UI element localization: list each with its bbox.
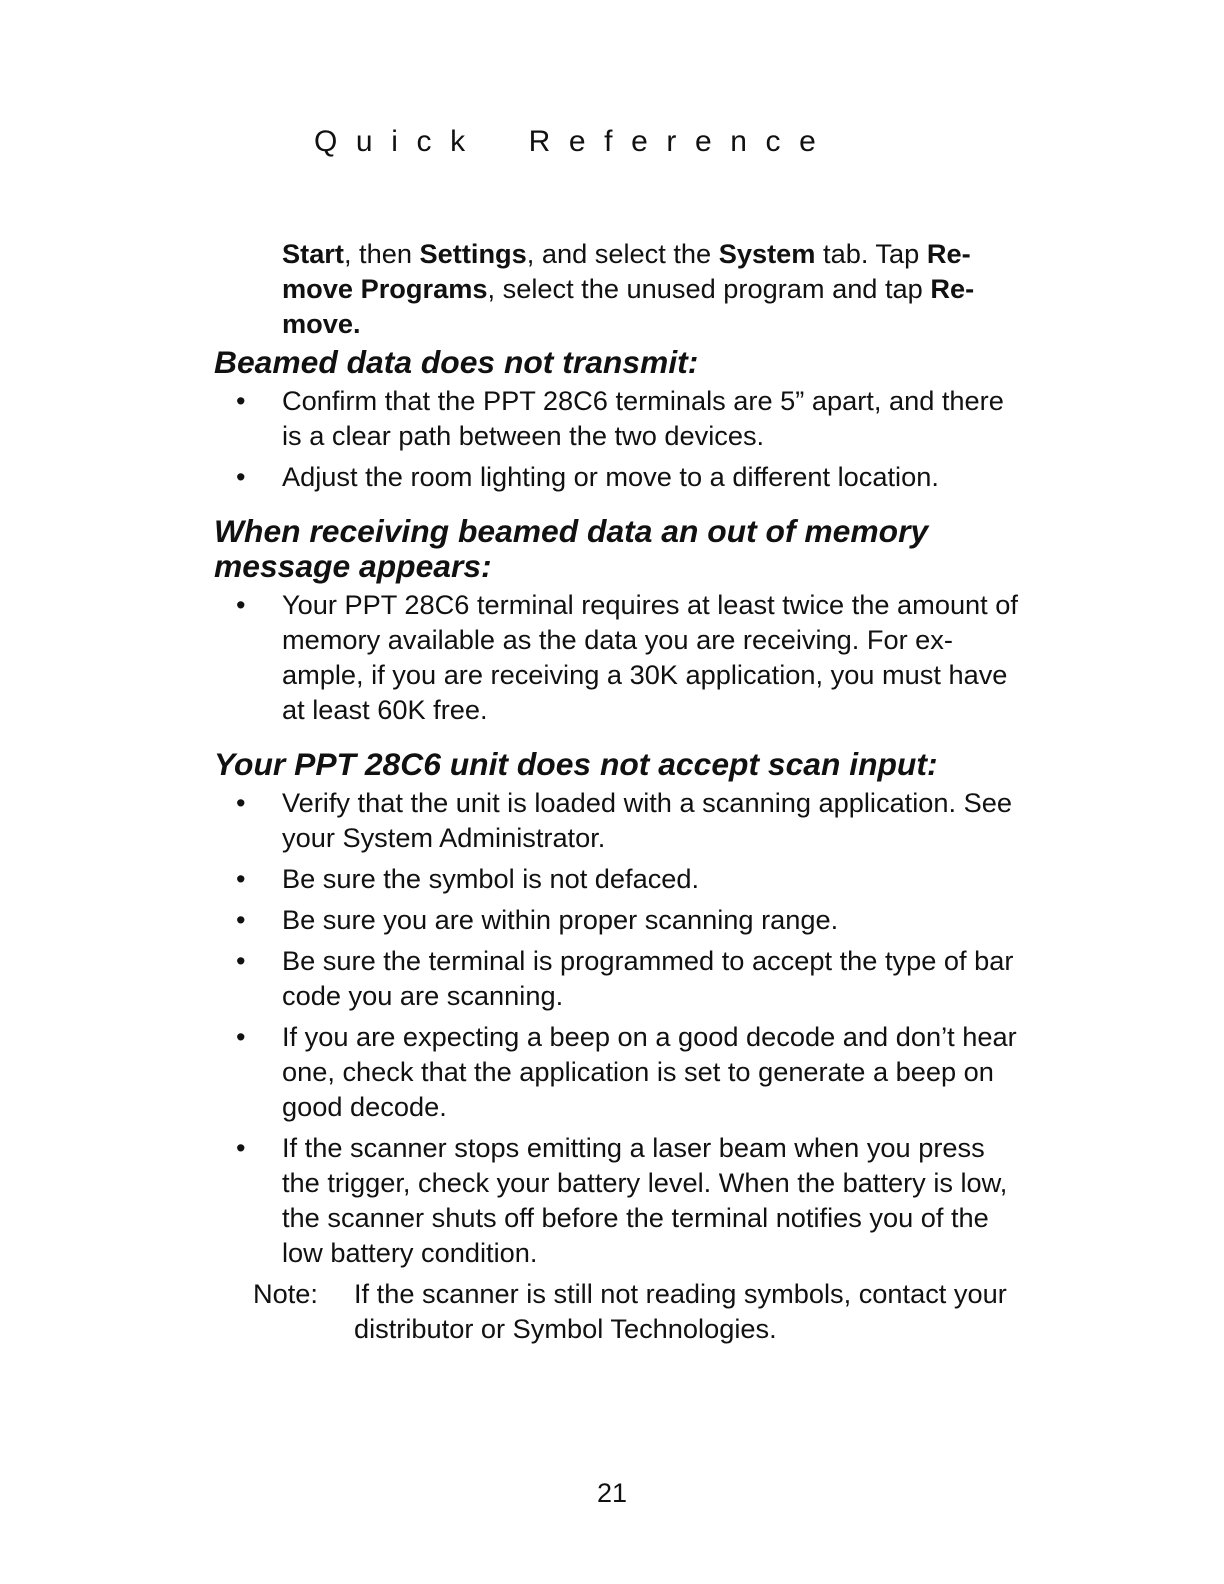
bullet-icon: •: [236, 1132, 246, 1163]
list-item: • Verify that the unit is loaded with a scanning application. See your System Administrator.: [236, 787, 1012, 853]
note: [214, 1276, 1024, 1346]
bullet-icon: •: [236, 945, 246, 976]
bullet-icon: •: [236, 1021, 246, 1052]
bullet-list: [214, 383, 1024, 494]
list-item: • Adjust the room lighting or move to a different location.: [236, 461, 939, 492]
running-header: Quick Reference: [314, 125, 835, 158]
list-item: • If you are expecting a beep on a good decode and don’t hear one, check that the application is set to generate a beep on good decode.: [236, 1021, 1017, 1122]
list-item: • Be sure the terminal is programmed to accept the type of bar code you are scanning.: [236, 945, 1014, 1011]
page-number: 21: [596, 1478, 628, 1508]
list-item: • Be sure you are within proper scanning range.: [236, 904, 839, 935]
bullet-list: [214, 587, 1024, 727]
term-remove-programs: Re-move Programs: [282, 238, 971, 304]
list-item: • If the scanner stops emitting a laser beam when you press the trigger, check your battery level. When the battery is low, the scanner shuts off before the terminal notifies you of the low battery condition.: [236, 1132, 1008, 1268]
bullet-list: [214, 785, 1024, 1270]
term-start: Start: [282, 238, 344, 269]
list-item: • Your PPT 28C6 terminal requires at least twice the amount of memory available as the data you are receiving. For ex-ample, if you are receiving a 30K application, you must have at least 60K free.: [236, 589, 1018, 725]
intro-paragraph: Start, then Settings, and select the System tab. Tap Re-move Programs, select the unused program and tap Re-move.: [282, 238, 975, 339]
note-text: If the scanner is still not reading symbols, contact your distributor or Symbol Technologies.: [354, 1278, 1007, 1344]
bullet-icon: •: [236, 904, 246, 935]
bullet-icon: •: [236, 461, 246, 492]
bullet-icon: •: [236, 589, 246, 620]
page-content: [214, 236, 1024, 1346]
term-settings: Settings: [419, 238, 527, 269]
section-heading: Beamed data does not transmit:: [214, 344, 699, 380]
bullet-icon: •: [236, 787, 246, 818]
bullet-icon: •: [236, 863, 246, 894]
note-label: Note:: [253, 1278, 318, 1309]
list-item: • Confirm that the PPT 28C6 terminals are 5” apart, and there is a clear path between the two devices.: [236, 385, 1004, 451]
list-item: • Be sure the symbol is not defaced.: [236, 863, 700, 894]
section-heading: When receiving beamed data an out of memory message appears:: [214, 513, 929, 584]
term-remove: Re-move.: [282, 273, 975, 339]
bullet-icon: •: [236, 385, 246, 416]
section-heading: Your PPT 28C6 unit does not accept scan input:: [214, 746, 938, 782]
term-system: System: [718, 238, 816, 269]
